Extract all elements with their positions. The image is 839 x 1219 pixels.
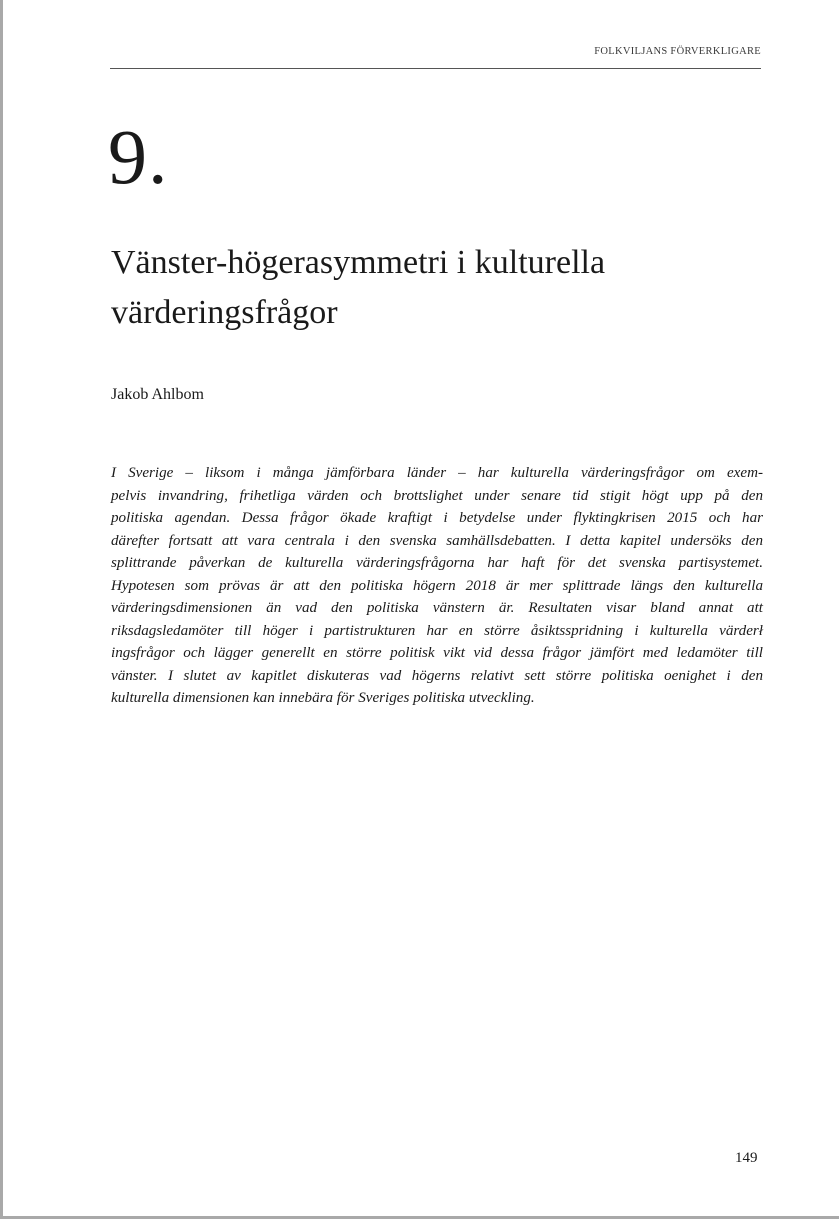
abstract-line: splittrande påverkan de kulturella värderingsfrågorna har haft för det svenska partisystemet. — [111, 555, 763, 572]
abstract-line: värderingsdimensionen än vad den politiska vänstern är. Resultaten visar bland annat att — [111, 600, 763, 617]
chapter-number: 9. — [108, 113, 169, 200]
page-number: 149 — [735, 1150, 758, 1166]
abstract-line: I Sverige – liksom i många jämförbara länder – har kulturella värderingsfrågor om exem- — [111, 465, 763, 481]
abstract-line: vänster. I slutet av kapitlet diskuteras vad högerns relativt sett större politiska oenighet i den — [111, 667, 763, 684]
chapter-author: Jakob Ahlbom — [111, 386, 204, 403]
running-head: FOLKVILJANS FÖRVERKLIGARE — [594, 46, 761, 57]
abstract-line: pelvis invandring, frihetliga värden och brottslighet under senare tid stigit högt upp på den — [111, 487, 763, 504]
chapter-abstract — [111, 462, 763, 710]
abstract-line: därefter fortsatt att vara centrala i den svenska samhällsdebatten. I detta kapitel undersöks den — [111, 532, 763, 549]
abstract-line: kulturella dimensionen kan innebära för Sveriges politiska utveckling. — [111, 690, 535, 707]
page-frame-left-border — [0, 0, 3, 1219]
abstract-line: riksdagsledamöter till höger i partistrukturen har en större åsiktsspridning i kulturella värderł — [111, 622, 763, 639]
chapter-title-line: värderingsfrågor — [111, 294, 338, 331]
chapter-title-line: Vänster-högerasymmetri i kulturella — [111, 244, 606, 281]
abstract-line: ingsfrågor och lägger generellt en större politisk vikt vid dessa frågor jämfört med ledamöter till — [111, 645, 763, 662]
abstract-line: politiska agendan. Dessa frågor ökade kraftigt i betydelse under flyktingkrisen 2015 och har — [111, 510, 763, 527]
chapter-title — [111, 238, 751, 338]
header-rule — [110, 68, 761, 69]
abstract-line: Hypotesen som prövas är att den politiska högern 2018 är mer splittrade längs den kulturella — [111, 577, 763, 594]
